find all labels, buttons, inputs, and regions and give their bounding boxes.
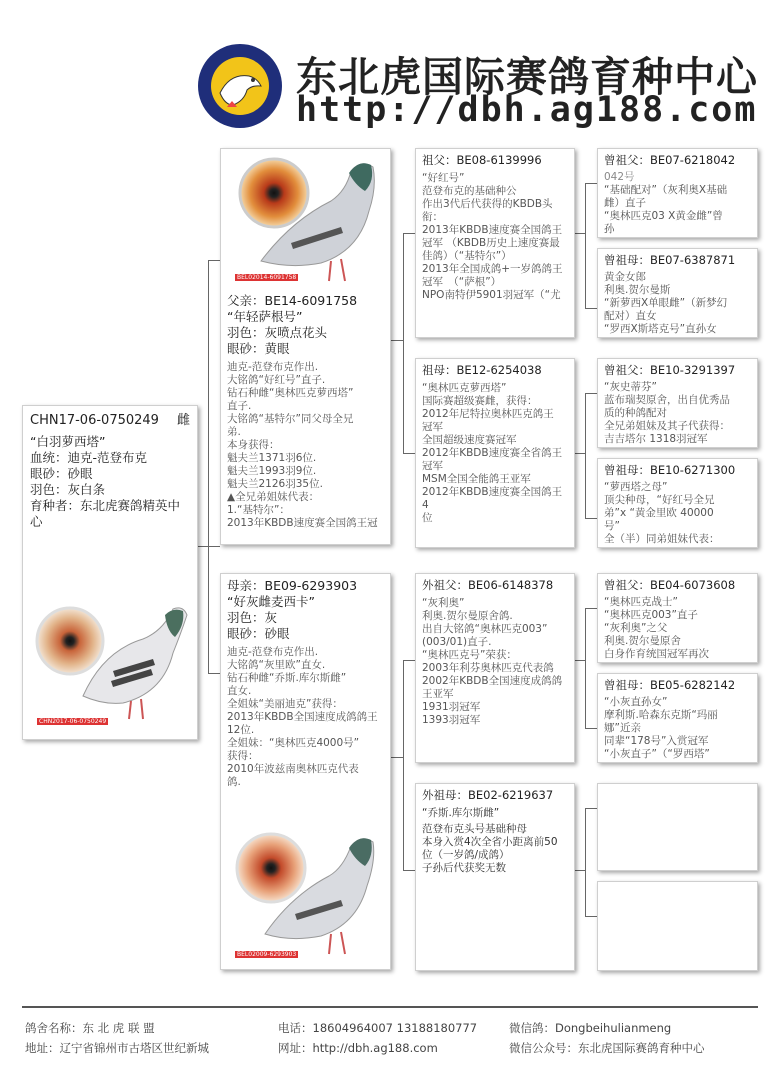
pigeon-photo-icon [221, 824, 391, 964]
dam-title: 母亲：BE09-6293903 [227, 578, 358, 593]
connector [403, 870, 415, 871]
logo-badge-icon [197, 43, 283, 129]
dam-description: 迪克-范登布克作出. 大铭鸽“灰里欧”直女. 钻石种雌“乔斯.库尔斯雌” 直女. 全姐妹“美丽迪克”获得： 2013年KBDB全国速度成鸽鸽王 12位. 全姐妹：“奥林匹克4000号” 获得： 2010年波兹南奥林匹克代表 鸽. [227, 646, 378, 788]
brand-url[interactable]: http://dbh.ag188.com [296, 90, 758, 130]
sire-description: 迪克-范登布克作出. 大铭鸽“好红号”直子. 钻石种雌“奥林匹克萝西塔” 直子. 大铭鸽“基特尔”同父母全兄 弟. 本身获得： 魁夫兰1371羽6位. 魁夫兰1993羽9位. 魁夫兰2126羽35位. ▲全兄弟姐妹代表： 1.“基特尔”： 2013年KBDB速度赛全国鸽王冠 [227, 361, 378, 529]
sire-card [220, 148, 391, 545]
great-grandparent-card: 曾祖母：BE10-6271300 “萝西塔之母” 顶尖种母，“好红号全兄 弟”x “黄金里欧 40000 号” 全（半）同弟姐妹代表： [597, 458, 758, 548]
subject-color: 羽色：灰白条 [30, 482, 106, 497]
connector [585, 916, 597, 917]
dam-color: 羽色：灰 [227, 610, 278, 625]
maternal-grandmother-card: 外祖母：BE02-6219637 “乔斯.库尔斯雌” 范登布克头号基础种母 本身入赏4次全省小距离前50 位（一岁鸽/成鸽） 子孙后代获奖无数 [415, 783, 575, 971]
pigeon-photo-icon [23, 601, 198, 731]
connector [403, 660, 404, 871]
great-grandparent-card: 曾祖父：BE04-6073608 “奥林匹克战士” “奥林匹克003”直子 “灰利奥”之父 利奥.贺尔曼原舍 白身作育统国冠军再次 [597, 573, 758, 663]
connector [585, 518, 597, 519]
connector [585, 728, 597, 729]
great-grandparent-card-empty [597, 881, 758, 971]
footer-official-account: 微信公众号：东北虎国际赛鸽育种中心 [509, 1041, 705, 1055]
great-grandparent-card: 曾祖父：BE10-3291397 “灰史蒂芬” 蓝布瑞契原舍，出自优秀品 质的种鸽配对 全兄弟姐妹及其子代获得： 吉吉塔尔 1318羽冠军 [597, 358, 758, 448]
great-grandparent-card: 曾祖母：BE05-6282142 “小灰直孙女” 摩利斯.哈森东克斯“玛丽 娜”近亲 同辈“178号”入赏冠军 “小灰直子”（“罗西塔” [597, 673, 758, 763]
connector [208, 260, 220, 261]
connector [390, 757, 404, 758]
great-grandparent-card-empty [597, 783, 758, 871]
maternal-grandfather-card: 外祖父：BE06-6148378 “灰利奥” 利奥.贺尔曼原舍鸽. 出自大铭鸽“奥林匹克003” (003/01)直子. “奥林匹克号”荣获： 2003年利芬奥林匹克代表鸽 2002年KBDB全国速度成鸽鸽 王亚军 1931羽冠军 1393羽冠军 [415, 573, 575, 763]
sire-eye: 眼砂：黄眼 [227, 341, 290, 356]
subject-bloodline: 血统：迪克-范登布克 [30, 450, 148, 465]
subject-photo-tag: CHN2017-06-0750249 [39, 718, 107, 725]
connector [575, 660, 585, 661]
great-grandparent-card: 曾祖父：BE07-6218042 042号 “基础配对”（灰利奥X基础 雌）直子 “奥林匹克03 X黄金雌”曾 孙 [597, 148, 758, 238]
connector [403, 453, 415, 454]
connector [403, 233, 415, 234]
paternal-grandmother-card: 祖母：BE12-6254038 “奥林匹克萝西塔” 国际赛超级赛雌，获得： 2012年尼特拉奥林匹克鸽王 冠军 全国超级速度赛冠军 2012年KBDB速度赛全省鸽王 冠军 MSM全国全能鸽王亚军 2012年KBDB速度赛全国鸽王4 位 [415, 358, 575, 548]
connector [403, 660, 415, 661]
subject-ring-id: CHN17-06-0750249 雌 [30, 413, 190, 428]
gp-title: 外祖母：BE02-6219637 [422, 788, 554, 802]
subject-eye: 眼砂：砂眼 [30, 466, 93, 481]
gp-title: 外祖父：BE06-6148378 [422, 578, 554, 592]
gp-title: 祖父：BE08-6139996 [422, 153, 542, 167]
connector [585, 183, 597, 184]
connector [575, 453, 585, 454]
connector [585, 808, 586, 916]
connector [390, 340, 404, 341]
footer-phone: 电话：18604964007 13188180777 [278, 1021, 478, 1035]
footer-wechat: 微信鸽：Dongbeihulianmeng [509, 1021, 672, 1035]
dam-eye: 眼砂：砂眼 [227, 626, 290, 641]
sire-color: 羽色：灰喷点花头 [227, 325, 328, 340]
connector [585, 393, 586, 518]
pigeon-photo-icon [221, 151, 391, 291]
subject-breeder: 育种者：东北虎赛鸽精英中心 [30, 498, 181, 529]
gp-title: 祖母：BE12-6254038 [422, 363, 542, 377]
brand-title: 东北虎国际赛鸽育种中心 [296, 53, 758, 101]
connector [585, 608, 597, 609]
paternal-grandfather-card: 祖父：BE08-6139996 “好红号” 范登布克的基础种公 作出3代后代获得的KBDB头 衔： 2013年KBDB速度赛全国鸽王 冠军 （KBDB历史上速度赛最 佳鸽）（“基特尔”） 2013年全国成鸽+一岁鸽鸽王 冠军 （“萨根”） NPO南特伊5901羽冠军（“尤 [415, 148, 575, 338]
connector [575, 233, 585, 234]
footer-website[interactable]: 网址：http://dbh.ag188.com [278, 1041, 438, 1055]
dam-name: “好灰雌麦西卡” [227, 594, 315, 609]
footer-divider [22, 1006, 758, 1008]
great-grandparent-card: 曾祖母：BE07-6387871 黄金女郎 利奥.贺尔曼斯 “新萝西X单眼雌”（新梦幻 配对）直女 “罗西X斯塔克号”直孙女 [597, 248, 758, 338]
subject-name: “白羽萝西塔” [30, 434, 106, 449]
connector [198, 546, 220, 547]
connector [575, 870, 585, 871]
connector [585, 608, 586, 728]
connector [585, 808, 597, 809]
subject-sex: 雌 [176, 413, 190, 428]
connector [208, 673, 220, 674]
connector [208, 260, 209, 673]
subject-card [22, 405, 198, 740]
connector [585, 183, 586, 308]
footer-loft: 鸽舍名称：东 北 虎 联 盟 [25, 1021, 155, 1035]
sire-photo-tag: BEL02014-6091758 [237, 274, 297, 281]
header [0, 0, 776, 140]
footer-address: 地址：辽宁省锦州市古塔区世纪新城 [25, 1041, 209, 1055]
connector [585, 393, 597, 394]
dam-card [220, 573, 391, 970]
connector [585, 308, 597, 309]
sire-title: 父亲：BE14-6091758 [227, 293, 358, 308]
dam-photo-tag: BEL02009-6293903 [237, 951, 297, 958]
sire-name: “年轻萨根号” [227, 309, 303, 324]
connector [403, 233, 404, 453]
